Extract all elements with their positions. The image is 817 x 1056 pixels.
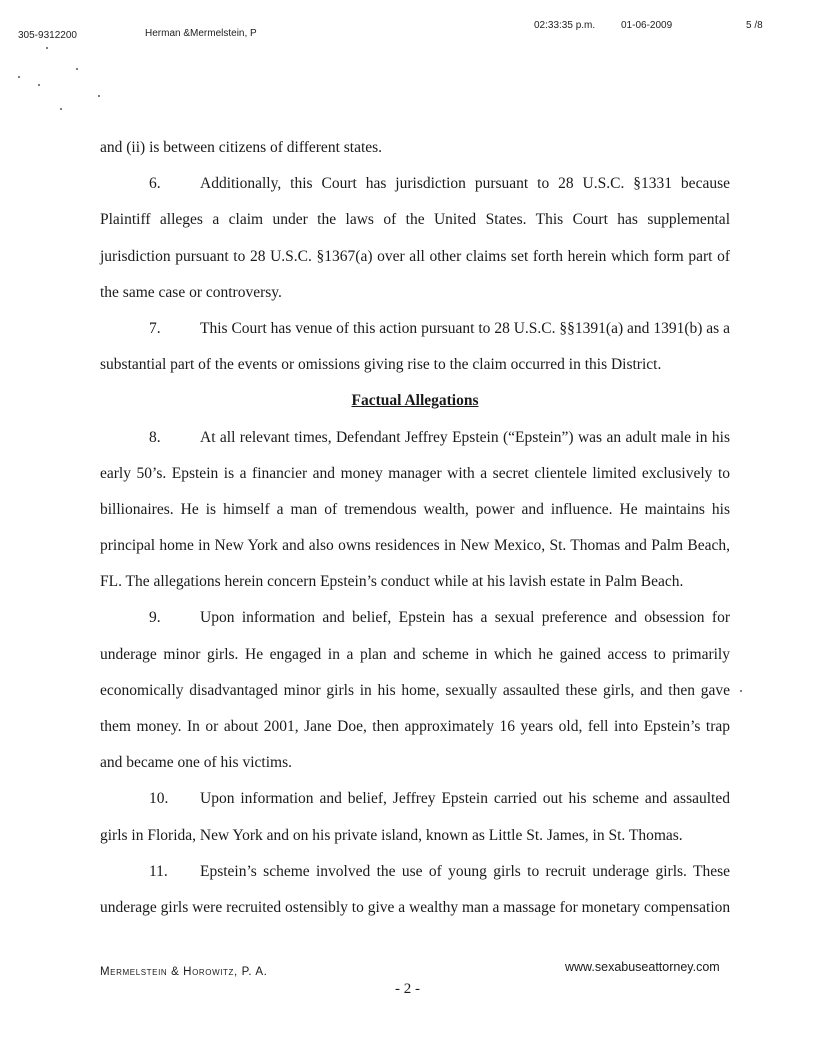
- fax-phone-number: 305-9312200: [18, 30, 77, 41]
- paragraph-8-line: principal home in New York and also owns residences in New Mexico, St. Thomas and Palm Beach,: [100, 537, 730, 555]
- scan-speck: [38, 84, 40, 86]
- paragraph-9-line: underage minor girls. He engaged in a plan and scheme in which he gained access to primarily: [100, 645, 730, 663]
- paragraph-8-line: FL. The allegations herein concern Epstein’s conduct while at his lavish estate in Palm Beach.: [100, 573, 684, 591]
- paragraph-8-line: 8. At all relevant times, Defendant Jeffrey Epstein (“Epstein”) was an adult male in his: [100, 420, 730, 456]
- page-number: - 2 -: [395, 981, 420, 997]
- paragraph-7-line: substantial part of the events or omissions giving rise to the claim occurred in this District.: [100, 356, 662, 374]
- fax-sender-name: Herman &Mermelstein, P: [145, 28, 257, 39]
- footer-website: www.sexabuseattorney.com: [565, 960, 720, 974]
- paragraph-6-line: the same case or controversy.: [100, 283, 282, 301]
- paragraph-number: 9.: [149, 609, 161, 627]
- paragraph-6-line: Plaintiff alleges a claim under the laws of the United States. This Court has supplemental: [100, 211, 730, 229]
- paragraph-9-line: and became one of his victims.: [100, 754, 292, 772]
- paragraph-11-line: underage girls were recruited ostensibly to give a wealthy man a massage for monetary compensation: [100, 898, 731, 916]
- paragraph-number: 11.: [149, 862, 168, 880]
- fax-page-count: 5 /8: [746, 20, 763, 31]
- scan-speck: [18, 76, 20, 78]
- scan-speck: [46, 47, 48, 49]
- footer-firm-name: Mermelstein & Horowitz, P. A.: [100, 966, 268, 978]
- paragraph-11-line: 11. Epstein’s scheme involved the use of young girls to recruit underage girls. These: [100, 854, 730, 890]
- paragraph-9-line: economically disadvantaged minor girls in his home, sexually assaulted these girls, and then gave: [100, 681, 730, 699]
- paragraph-9-line: 9. Upon information and belief, Epstein has a sexual preference and obsession for: [100, 600, 730, 636]
- paragraph-7-line: 7. This Court has venue of this action pursuant to 28 U.S.C. §§1391(a) and 1391(b) as a: [100, 311, 730, 347]
- paragraph-10-line: girls in Florida, New York and on his private island, known as Little St. James, in St. Thomas.: [100, 826, 683, 844]
- document-body: [100, 130, 730, 926]
- paragraph-8-line: early 50’s. Epstein is a financier and money manager with a secret clientele limited exclusively to: [100, 464, 730, 482]
- paragraph-number: 7.: [149, 319, 161, 337]
- paragraph-6-line: jurisdiction pursuant to 28 U.S.C. §1367(a) over all other claims set forth herein which form part of: [100, 247, 730, 265]
- scan-speck: [740, 690, 742, 692]
- paragraph-number: 10.: [149, 790, 169, 808]
- fax-time: 02:33:35 p.m.: [534, 20, 596, 31]
- scan-speck: [98, 95, 100, 97]
- paragraph-number: 6.: [149, 175, 161, 193]
- paragraph-6-line: 6. Additionally, this Court has jurisdiction pursuant to 28 U.S.C. §1331 because: [100, 166, 730, 202]
- scan-speck: [76, 68, 78, 70]
- body-line: and (ii) is between citizens of different states.: [100, 139, 383, 156]
- fax-date: 01-06-2009: [621, 20, 673, 31]
- section-heading: Factual Allegations: [351, 392, 479, 410]
- paragraph-10-line: 10. Upon information and belief, Jeffrey Epstein carried out his scheme and assaulted: [100, 781, 730, 817]
- paragraph-number: 8.: [149, 428, 161, 446]
- scan-speck: [60, 108, 62, 110]
- paragraph-9-line: them money. In or about 2001, Jane Doe, then approximately 16 years old, fell into Epstein’s trap: [100, 718, 730, 735]
- paragraph-8-line: billionaires. He is himself a man of tremendous wealth, power and influence. He maintains his: [100, 500, 730, 518]
